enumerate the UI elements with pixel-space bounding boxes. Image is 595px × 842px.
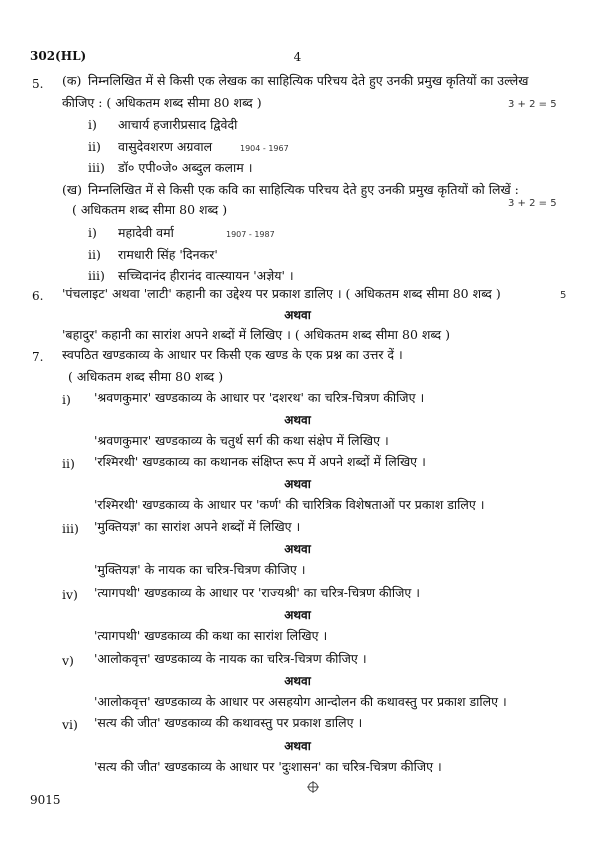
q7-item-num: vi): [62, 717, 78, 732]
q5b-text-line2: ( अधिकतम शब्द सीमा 80 शब्द ): [72, 202, 228, 217]
q7-number: 7.: [32, 350, 44, 364]
q5a-label: (क): [62, 73, 82, 88]
q7-item-question: 'मुक्तियज्ञ' का सारांश अपने शब्दों में लिखिए ।: [94, 519, 301, 534]
q6-text: 'पंचलाइट' अथवा 'लाटी' कहानी का उद्देश्य पर प्रकाश डालिए । ( अधिकतम शब्द सीमा 80 शब्द ): [62, 286, 501, 301]
q6-number: 6.: [32, 289, 44, 303]
q7-item-question: 'सत्य की जीत' खण्डकाव्य की कथावस्तु पर प्रकाश डालिए ।: [94, 715, 363, 730]
or-divider: अथवा: [284, 477, 311, 491]
q7-item-question: 'रश्मिरथी' खण्डकाव्य का कथानक संक्षिप्त रूप में अपने शब्दों में लिखिए ।: [94, 454, 426, 469]
q5b-marks: 3 + 2 = 5: [508, 198, 557, 209]
handwritten-note: 1907 - 1987: [226, 230, 275, 239]
q5b-item-num: i): [88, 225, 97, 240]
footer-code: 9015: [30, 793, 61, 807]
q5-number: 5.: [32, 77, 44, 91]
q7-item-alt: 'सत्य की जीत' खण्डकाव्य के आधार पर 'दुःशासन' का चरित्र-चित्रण कीजिए ।: [94, 759, 442, 774]
q7-item-question: 'त्यागपथी' खण्डकाव्य के आधार पर 'राज्यश्री' का चरित्र-चित्रण कीजिए ।: [94, 585, 421, 600]
q7-item-num: iv): [62, 587, 78, 602]
or-divider: अथवा: [284, 608, 311, 622]
q7-text-line1: स्वपठित खण्डकाव्य के आधार पर किसी एक खण्ड के एक प्रश्न का उत्तर दें ।: [62, 347, 403, 362]
q7-item-alt: 'मुक्तियज्ञ' के नायक का चरित्र-चित्रण कीजिए ।: [94, 562, 306, 577]
q5a-item-text: डॉ० एपी०जे० अब्दुल कलाम ।: [118, 160, 253, 175]
q5a-item-text: आचार्य हजारीप्रसाद द्विवेदी: [118, 117, 238, 132]
q6-marks: 5: [560, 290, 567, 301]
q7-item-alt: 'त्यागपथी' खण्डकाव्य की कथा का सारांश लिखिए ।: [94, 628, 328, 643]
q5b-item-text: रामधारी सिंह 'दिनकर': [118, 247, 218, 262]
paper-code: 302(HL): [30, 49, 87, 63]
or-divider: अथवा: [284, 674, 311, 688]
or-divider: अथवा: [284, 542, 311, 556]
or-divider: अथवा: [284, 739, 311, 753]
q7-item-question: 'आलोकवृत्त' खण्डकाव्य के नायक का चरित्र-चित्रण कीजिए ।: [94, 651, 367, 666]
q5a-text-line2: कीजिए : ( अधिकतम शब्द सीमा 80 शब्द ): [62, 95, 262, 110]
q5b-item-num: iii): [88, 268, 105, 283]
page-number: 4: [293, 50, 302, 64]
q7-item-alt: 'श्रवणकुमार' खण्डकाव्य के चतुर्थ सर्ग की कथा संक्षेप में लिखिए ।: [94, 433, 389, 448]
q7-item-num: ii): [62, 456, 75, 471]
q5b-item-num: ii): [88, 247, 101, 262]
q5b-label: (ख): [62, 182, 82, 197]
handwritten-note: 1904 - 1967: [240, 144, 289, 153]
q5a-text-line1: निम्नलिखित में से किसी एक लेखक का साहित्यिक परिचय देते हुए उनकी प्रमुख कृतियों का उल्लेख: [88, 73, 529, 88]
q6-alt-text: 'बहादुर' कहानी का सारांश अपने शब्दों में लिखिए । ( अधिकतम शब्द सीमा 80 शब्द ): [62, 327, 451, 342]
q7-item-num: v): [62, 653, 74, 668]
q5b-text-line1: निम्नलिखित में से किसी एक कवि का साहित्यिक परिचय देते हुए उनकी प्रमुख कृतियों को लिखें :: [88, 182, 519, 197]
crosshair-circle-icon: [307, 781, 319, 793]
or-divider: अथवा: [284, 308, 311, 322]
or-divider: अथवा: [284, 413, 311, 427]
q7-item-alt: 'आलोकवृत्त' खण्डकाव्य के आधार पर असहयोग आन्दोलन की कथावस्तु पर प्रकाश डालिए ।: [94, 694, 507, 709]
q7-item-question: 'श्रवणकुमार' खण्डकाव्य के आधार पर 'दशरथ' का चरित्र-चित्रण कीजिए ।: [94, 390, 425, 405]
q7-item-num: i): [62, 392, 71, 407]
q5a-item-num: i): [88, 117, 97, 132]
q7-item-alt: 'रश्मिरथी' खण्डकाव्य के आधार पर 'कर्ण' की चारित्रिक विशेषताओं पर प्रकाश डालिए ।: [94, 497, 485, 512]
q5b-item-text: महादेवी वर्मा: [118, 225, 174, 240]
q5b-item-text: सच्चिदानंद हीरानंद वात्स्यायन 'अज्ञेय' ।: [118, 268, 294, 283]
q5a-item-num: iii): [88, 160, 105, 175]
q5a-item-num: ii): [88, 139, 101, 154]
q7-text-line2: ( अधिकतम शब्द सीमा 80 शब्द ): [68, 369, 224, 384]
q5a-marks: 3 + 2 = 5: [508, 99, 557, 110]
q5a-item-text: वासुदेवशरण अग्रवाल: [118, 139, 213, 154]
q7-item-num: iii): [62, 521, 79, 536]
